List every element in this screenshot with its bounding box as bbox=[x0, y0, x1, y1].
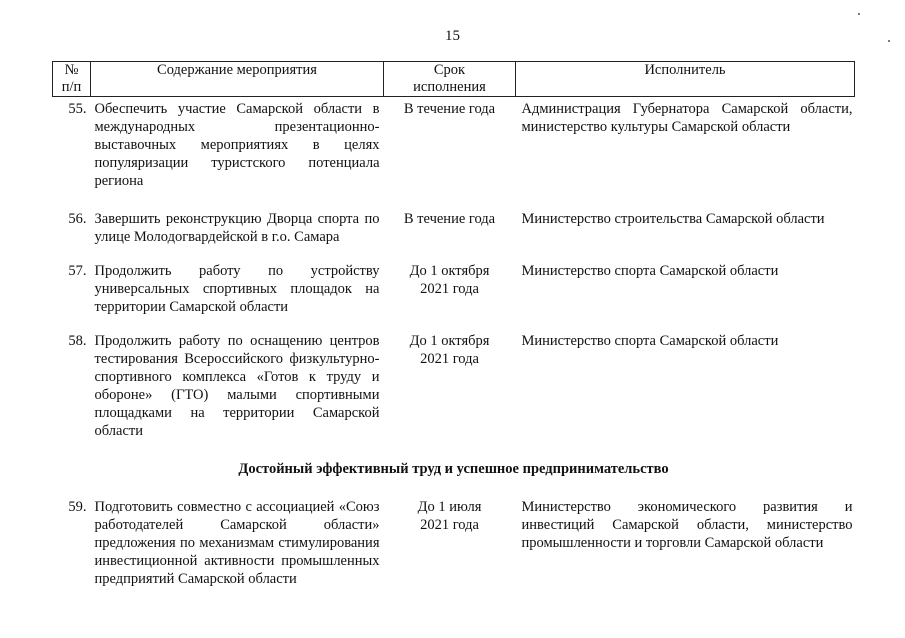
row-executor: Министерство экономического развития и инвестиций Самарской области, министерство промышленности и торговли Самарской области bbox=[521, 499, 853, 551]
section-heading-row bbox=[53, 456, 855, 498]
row-content: Продолжить работу по оснащению центров тестирования Всероссийского физкультурно-спортивного комплекса «Готов к труду и обороне» (ГТО) малыми спортивными площадками на территории Самарской области bbox=[94, 333, 380, 439]
row-executor: Министерство спорта Самарской области bbox=[521, 333, 779, 349]
row-content: Обеспечить участие Самарской области в международных презентационно-выставочных мероприятиях в целях популяризации туристского потенциала региона bbox=[94, 101, 380, 189]
table-row bbox=[53, 498, 855, 604]
header-deadline: Срок исполнения bbox=[384, 62, 516, 97]
row-number: 55. bbox=[68, 101, 87, 117]
row-deadline: В течение года bbox=[403, 101, 496, 117]
header-num: № п/п bbox=[53, 62, 91, 97]
table-row bbox=[53, 210, 855, 262]
scan-speck bbox=[858, 13, 860, 15]
scan-speck bbox=[888, 40, 890, 42]
row-deadline: До 1 октября 2021 года bbox=[409, 333, 490, 367]
row-executor: Министерство спорта Самарской области bbox=[521, 263, 779, 279]
row-executor: Министерство строительства Самарской области bbox=[521, 211, 825, 227]
row-number: 59. bbox=[68, 499, 87, 515]
row-content: Продолжить работу по устройству универсальных спортивных площадок на территории Самарской области bbox=[94, 263, 380, 315]
table-row bbox=[53, 97, 855, 211]
row-executor: Администрация Губернатора Самарской области, министерство культуры Самарской области bbox=[521, 101, 853, 135]
header-executor: Исполнитель bbox=[516, 62, 855, 97]
table-header bbox=[53, 62, 855, 97]
row-number: 56. bbox=[68, 211, 87, 227]
header-content: Содержание мероприятия bbox=[91, 62, 384, 97]
section-title: Достойный эффективный труд и успешное предпринимательство bbox=[238, 461, 669, 477]
row-number: 57. bbox=[68, 263, 87, 279]
row-deadline: В течение года bbox=[403, 211, 496, 227]
table-row bbox=[53, 262, 855, 332]
row-content: Подготовить совместно с ассоциацией «Союз работодателей Самарской области» предложения по механизмам стимулирования инвестиционной активности промышленных предприятий Самарской области bbox=[94, 499, 380, 587]
row-deadline: До 1 июля 2021 года bbox=[417, 499, 482, 533]
row-content: Завершить реконструкцию Дворца спорта по улице Молодогвардейской в г.о. Самара bbox=[94, 211, 380, 245]
page-number: 15 bbox=[445, 28, 460, 44]
row-deadline: До 1 октября 2021 года bbox=[409, 263, 490, 297]
table-row bbox=[53, 332, 855, 456]
plan-table bbox=[52, 61, 855, 604]
row-number: 58. bbox=[68, 333, 87, 349]
